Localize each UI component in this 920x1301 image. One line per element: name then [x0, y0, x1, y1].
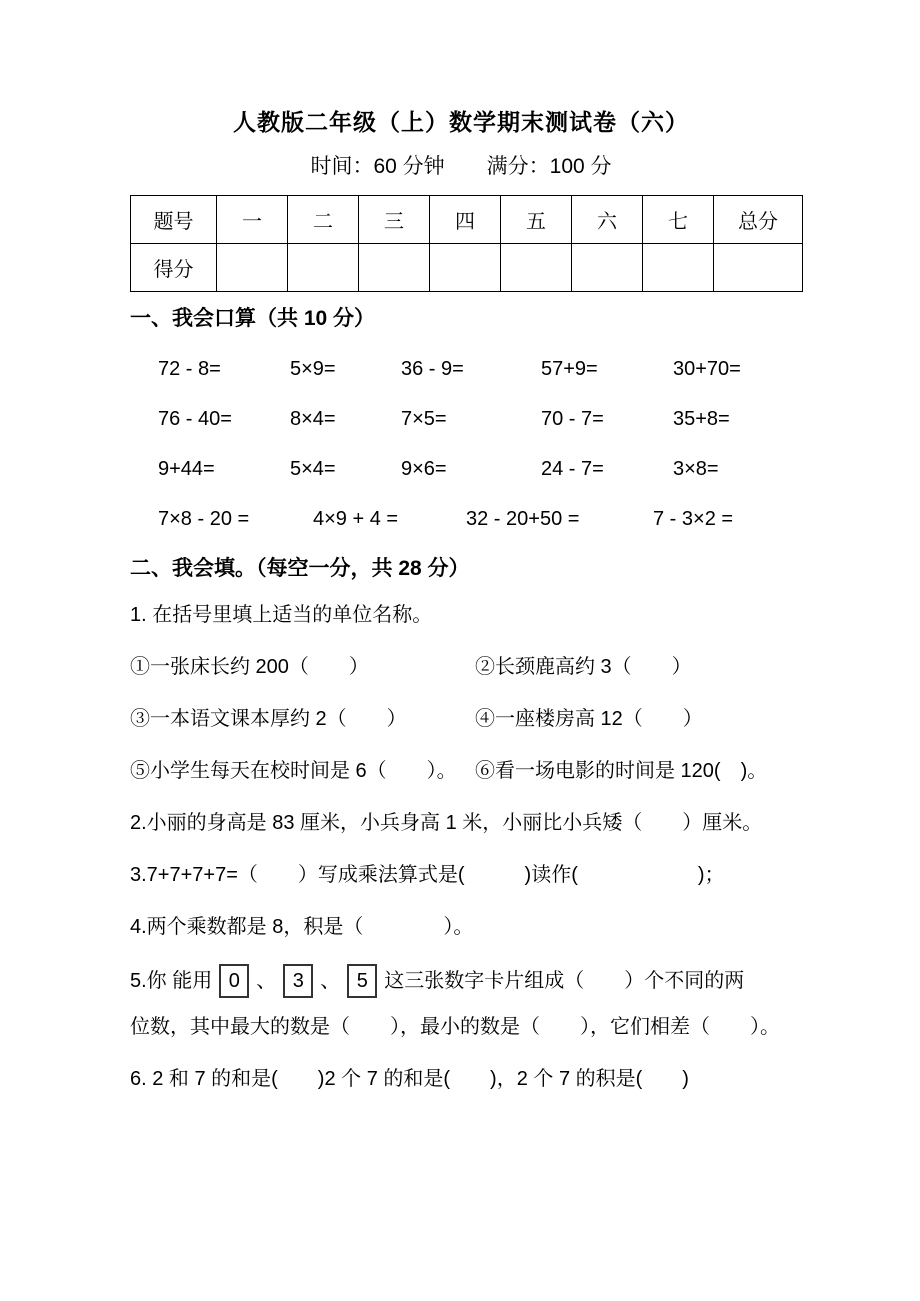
oral-row-3	[130, 454, 792, 484]
score-table-score-row	[131, 244, 803, 292]
oral-problem: 9×6=	[401, 458, 447, 480]
fill-in-block	[130, 600, 792, 1094]
oral-row-1	[130, 354, 792, 384]
score-table-col-header: 七	[643, 196, 714, 244]
section1-heading: 一、我会口算（共 10 分）	[130, 307, 376, 330]
score-table-col-header: 总分	[714, 196, 803, 244]
oral-problem: 7×5=	[401, 408, 447, 430]
unit-item-5: ⑤小学生每天在校时间是 6（ ）。	[130, 760, 457, 782]
digit-card: 3	[283, 964, 313, 998]
unit-item-6: ⑥看一场电影的时间是 120( )。	[475, 760, 768, 782]
oral-problem: 7 - 3×2 =	[653, 508, 734, 530]
score-cell-empty	[643, 244, 714, 292]
score-table-col-header: 三	[359, 196, 430, 244]
oral-problem: 3×8=	[673, 458, 719, 480]
unit-item-2: ②长颈鹿高约 3（ ）	[475, 656, 692, 678]
score-table-header-row	[131, 196, 803, 244]
question-3: 3.7+7+7+7=（ ）写成乘法算式是( )读作( )；	[130, 864, 725, 886]
oral-row-4	[130, 504, 792, 534]
score-table-col-header: 二	[288, 196, 359, 244]
oral-problem: 32 - 20+50 =	[466, 508, 580, 530]
question-4: 4.两个乘数都是 8，积是（ ）。	[130, 916, 474, 938]
oral-problem: 7×8 - 20 =	[158, 508, 250, 530]
digit-card: 5	[347, 964, 377, 998]
oral-problem: 4×9 + 4 =	[313, 508, 399, 530]
card-separator: 、	[320, 970, 341, 992]
exam-subtitle: 时间：60 分钟 满分：100 分	[310, 155, 612, 178]
oral-problem: 9+44=	[158, 458, 215, 480]
score-cell-empty	[714, 244, 803, 292]
question-1-line-2	[130, 704, 792, 734]
q5-suffix-text: 这三张数字卡片组成（ ）个不同的两	[384, 970, 745, 992]
digit-card: 0	[219, 964, 249, 998]
oral-row-2	[130, 404, 792, 434]
score-cell-empty	[217, 244, 288, 292]
oral-problem: 5×9=	[290, 358, 336, 380]
score-row-label: 得分	[131, 244, 217, 292]
score-cell-empty	[572, 244, 643, 292]
oral-problem: 70 - 7=	[541, 408, 604, 430]
score-cell-empty	[359, 244, 430, 292]
question-5-line-2: 位数，其中最大的数是（ ），最小的数是（ ），它们相差（ ）。	[130, 1016, 780, 1038]
score-cell-empty	[288, 244, 359, 292]
question-1-stem: 1. 在括号里填上适当的单位名称。	[130, 604, 433, 626]
oral-math-block	[130, 354, 792, 534]
oral-problem: 5×4=	[290, 458, 336, 480]
oral-problem: 36 - 9=	[401, 358, 464, 380]
oral-problem: 57+9=	[541, 358, 598, 380]
oral-problem: 76 - 40=	[158, 408, 232, 430]
score-table-col-header: 一	[217, 196, 288, 244]
score-table-col-header: 题号	[131, 196, 217, 244]
unit-item-3: ③一本语文课本厚约 2（ ）	[130, 708, 407, 730]
score-table-col-header: 五	[501, 196, 572, 244]
score-cell-empty	[501, 244, 572, 292]
question-2: 2.小丽的身高是 83 厘米，小兵身高 1 米，小丽比小兵矮（ ）厘米。	[130, 812, 763, 834]
section2-heading: 二、我会填。（每空一分，共 28 分）	[130, 557, 470, 580]
oral-problem: 8×4=	[290, 408, 336, 430]
card-separator: 、	[256, 970, 277, 992]
question-5-line-1	[130, 964, 792, 998]
unit-item-4: ④一座楼房高 12（ ）	[475, 708, 703, 730]
oral-problem: 30+70=	[673, 358, 741, 380]
score-cell-empty	[430, 244, 501, 292]
oral-problem: 24 - 7=	[541, 458, 604, 480]
question-1-line-1	[130, 652, 792, 682]
oral-problem: 72 - 8=	[158, 358, 221, 380]
question-1-line-3	[130, 756, 792, 786]
q5-prefix-text: 5.你 能用	[130, 970, 213, 992]
score-table	[130, 195, 803, 292]
question-6: 6. 2 和 7 的和是( )2 个 7 的和是( )，2 个 7 的积是( )	[130, 1068, 689, 1090]
score-table-col-header: 六	[572, 196, 643, 244]
page-title: 人教版二年级（上）数学期末测试卷（六）	[233, 109, 689, 135]
score-table-col-header: 四	[430, 196, 501, 244]
unit-item-1: ①一张床长约 200（ ）	[130, 656, 369, 678]
oral-problem: 35+8=	[673, 408, 730, 430]
